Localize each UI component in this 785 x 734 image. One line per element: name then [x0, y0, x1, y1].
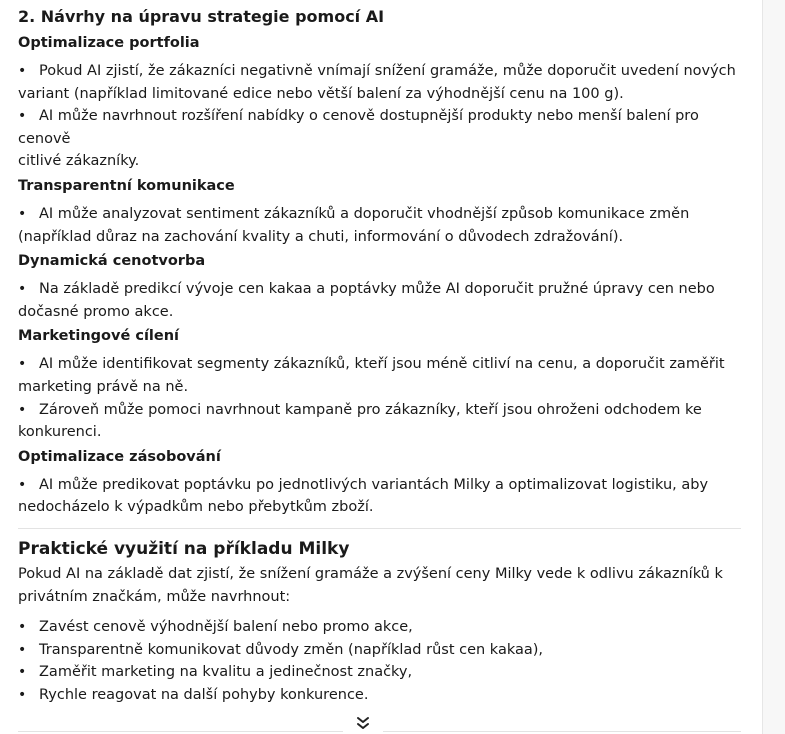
list-item-text-line: konkurenci. — [18, 424, 102, 441]
subsection-heading: Transparentní komunikace — [18, 177, 235, 194]
subsection-bullets — [18, 278, 743, 323]
list-item-text-line: Pokud AI zjistí, že zákazníci negativně vnímají snížení gramáže, může doporučit uvedení nových — [39, 63, 736, 79]
list-item — [18, 399, 743, 444]
list-item-text-line: (například důraz na zachování kvality a chuti, informování o důvodech zdražování). — [18, 228, 624, 245]
list-item — [18, 616, 743, 639]
list-item-text-line: AI může identifikovat segmenty zákazníků, kteří jsou méně citliví na cenu, a doporučit zaměřit — [39, 356, 725, 373]
subsection-heading: Marketingové cílení — [18, 328, 180, 345]
list-item-text-line: dočasné promo akce. — [18, 303, 174, 320]
list-item-text-line: AI může navrhnout rozšíření nabídky o cenově dostupnější produkty nebo menší balení pro cenově — [18, 108, 699, 147]
list-item — [18, 684, 743, 707]
bullet-dot: • — [18, 664, 27, 681]
subsections-list — [18, 30, 743, 519]
list-item-text-line: nedocházelo k výpadkům nebo přebytkům zboží. — [18, 499, 374, 516]
list-item — [18, 353, 743, 398]
bullet-dot: • — [18, 108, 27, 125]
bullet-dot: • — [18, 356, 27, 373]
bullet-dot: • — [18, 686, 27, 703]
list-item-text-line: marketing právě na ně. — [18, 378, 189, 395]
list-item-text: Transparentně komunikovat důvody změn (například růst cen kakaa), — [39, 641, 544, 658]
practical-intro — [18, 563, 743, 609]
bullet-dot: • — [18, 281, 27, 298]
bullet-dot: • — [18, 641, 27, 658]
list-item — [18, 639, 743, 662]
practical-title: Praktické využití na příkladu Milky — [18, 538, 350, 559]
list-item-text-line: AI může analyzovat sentiment zákazníků a doporučit vhodnější způsob komunikace změn — [39, 205, 690, 222]
list-item-text: Zaměřit marketing na kvalitu a jedinečnost značky, — [39, 664, 413, 681]
bullet-dot: • — [18, 401, 27, 418]
subsection-bullets — [18, 353, 743, 443]
scroll-to-bottom-button[interactable] — [343, 712, 383, 734]
list-item — [18, 661, 743, 684]
list-item-text: Zavést cenově výhodnější balení nebo promo akce, — [39, 618, 413, 635]
list-item-text-line: Na základě predikcí vývoje cen kakaa a poptávky může AI doporučit pružné úpravy cen nebo — [39, 281, 715, 298]
list-item-text-line: Zároveň může pomoci navrhnout kampaně pro zákazníky, kteří jsou ohroženi odchodem ke — [39, 401, 702, 418]
subsection-bullets — [18, 60, 743, 173]
subsection-heading: Optimalizace portfolia — [18, 35, 200, 51]
list-item — [18, 278, 743, 323]
chat-message-content — [18, 4, 743, 706]
bullet-dot: • — [18, 63, 27, 79]
list-item — [18, 60, 743, 105]
list-item — [18, 203, 743, 248]
practical-intro-line1: Pokud AI na základě dat zjistí, že snížení gramáže a zvýšení ceny Milky vede k odlivu zákazníků k — [18, 565, 723, 582]
subsection-heading: Optimalizace zásobování — [18, 448, 221, 465]
bullet-dot: • — [18, 618, 27, 635]
chevrons-down-icon — [356, 716, 370, 730]
list-item-text: Rychle reagovat na další pohyby konkurence. — [39, 686, 369, 703]
subsection-bullets — [18, 474, 743, 519]
bullet-dot: • — [18, 205, 27, 222]
practical-intro-line2: privátním značkám, může navrhnout: — [18, 588, 291, 605]
subsection-bullets — [18, 203, 743, 248]
bullet-dot: • — [18, 476, 27, 493]
practical-bullets — [18, 616, 743, 706]
scroll-gutter[interactable] — [762, 0, 785, 734]
list-item-text-line: AI může predikovat poptávku po jednotlivých variantách Milky a optimalizovat logistiku, aby — [39, 476, 709, 493]
subsection-heading: Dynamická cenotvorba — [18, 253, 206, 270]
list-item — [18, 474, 743, 519]
section-title: 2. Návrhy na úpravu strategie pomocí AI — [18, 7, 385, 26]
list-item — [18, 105, 743, 173]
list-item-text-line: citlivé zákazníky. — [18, 153, 140, 170]
list-item-text-line: variant (například limitované edice nebo větší balení za výhodnější cenu na 100 g). — [18, 85, 624, 102]
divider — [18, 528, 741, 529]
